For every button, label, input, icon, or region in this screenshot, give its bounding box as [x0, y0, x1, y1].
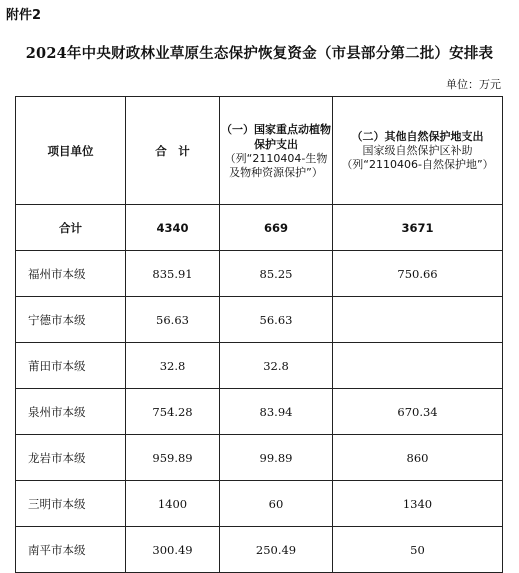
- allocation-table: [15, 96, 503, 573]
- table-row: [16, 343, 503, 389]
- cell-key-protection: 99.89: [220, 435, 333, 481]
- cell-key-protection: 60: [220, 481, 333, 527]
- cell-total: 835.91: [126, 251, 220, 297]
- cell-total: 32.8: [126, 343, 220, 389]
- attachment-label: 附件2: [6, 8, 42, 23]
- header-other-reserves-sub: 国家级自然保护区补助: [362, 144, 473, 157]
- cell-other-reserves: 750.66: [333, 251, 503, 297]
- cell-other-reserves: 860: [333, 435, 503, 481]
- cell-name: 龙岩市本级: [16, 435, 126, 481]
- header-other-reserves-note: （列“2110406-自然保护地”）: [341, 158, 494, 171]
- header-project-unit: 项目单位: [16, 97, 126, 205]
- cell-name: 宁德市本级: [16, 297, 126, 343]
- header-key-protection-title: （一）国家重点动植物保护支出: [221, 122, 331, 151]
- cell-name: 泉州市本级: [16, 389, 126, 435]
- table-row-total: [16, 205, 503, 251]
- cell-total: 754.28: [126, 389, 220, 435]
- header-row: [16, 97, 503, 205]
- cell-total: 300.49: [126, 527, 220, 573]
- cell-name: 合计: [16, 205, 126, 251]
- cell-total: 1400: [126, 481, 220, 527]
- cell-name: 南平市本级: [16, 527, 126, 573]
- cell-total: 4340: [126, 205, 220, 251]
- cell-key-protection: 669: [220, 205, 333, 251]
- cell-key-protection: 85.25: [220, 251, 333, 297]
- cell-name: 三明市本级: [16, 481, 126, 527]
- table-row: [16, 251, 503, 297]
- cell-other-reserves: [333, 297, 503, 343]
- table-row: [16, 389, 503, 435]
- header-total: 合 计: [126, 97, 220, 205]
- table-row: [16, 527, 503, 573]
- cell-key-protection: 83.94: [220, 389, 333, 435]
- document-title: 2024年中央财政林业草原生态保护恢复资金（市县部分第二批）安排表: [25, 45, 494, 62]
- cell-key-protection: 56.63: [220, 297, 333, 343]
- header-other-reserves-title: （二）其他自然保护地支出: [351, 130, 484, 143]
- header-key-protection-note: （列“2110404-生物及物种资源保护”）: [224, 151, 328, 179]
- table-row: [16, 435, 503, 481]
- cell-key-protection: 32.8: [220, 343, 333, 389]
- cell-other-reserves: 50: [333, 527, 503, 573]
- header-key-protection: [220, 97, 333, 205]
- header-other-reserves: [333, 97, 503, 205]
- cell-total: 56.63: [126, 297, 220, 343]
- cell-name: 福州市本级: [16, 251, 126, 297]
- cell-other-reserves: 670.34: [333, 389, 503, 435]
- cell-name: 莆田市本级: [16, 343, 126, 389]
- cell-other-reserves: [333, 343, 503, 389]
- cell-total: 959.89: [126, 435, 220, 481]
- cell-other-reserves: 1340: [333, 481, 503, 527]
- cell-other-reserves: 3671: [333, 205, 503, 251]
- cell-key-protection: 250.49: [220, 527, 333, 573]
- table-row: [16, 481, 503, 527]
- table-row: [16, 297, 503, 343]
- unit-label: 单位：万元: [446, 78, 501, 91]
